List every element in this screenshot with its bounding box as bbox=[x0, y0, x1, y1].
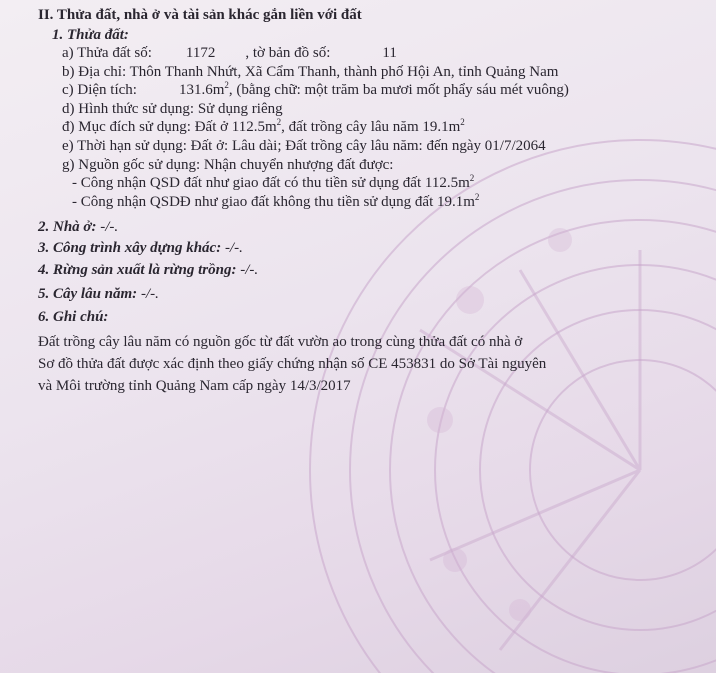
usage-term: e) Thời hạn sử dụng: Đất ở: Lâu dài; Đất trồng cây lâu năm: đến ngày 01/7/2064 bbox=[62, 138, 546, 154]
forest-row bbox=[38, 261, 258, 279]
construction-row bbox=[38, 239, 243, 257]
notes-line-3: và Môi trường tỉnh Quảng Nam cấp ngày 14/3/2017 bbox=[38, 378, 351, 394]
map-sheet-label: , tờ bản đồ số: bbox=[245, 45, 331, 61]
origin-item-2: - Công nhận QSDĐ như giao đất không thu tiền sử dụng đất $19.1m^2$ bbox=[72, 192, 480, 210]
construction-value: -/-. bbox=[224, 240, 243, 256]
perennial-label: 5. Cây lâu năm: bbox=[38, 286, 138, 302]
perennial-value: -/-. bbox=[140, 286, 159, 302]
map-sheet-value: 11 bbox=[382, 45, 397, 61]
area-value: 131.6m bbox=[178, 82, 225, 98]
forest-label: 4. Rừng sản xuất là rừng trồng: bbox=[38, 262, 237, 278]
perennial-row bbox=[38, 285, 159, 303]
usage-purpose: đ) Mục đích sử dụng: Đất ở $112.5m^2$, đất trồng cây lâu năm $19.1m^2$ bbox=[62, 117, 465, 135]
notes-line-2: Sơ đồ thửa đất được xác định theo giấy chứng nhận số CE 453831 do Sở Tài nguyên bbox=[38, 356, 547, 372]
land-parcel-row bbox=[62, 44, 397, 62]
land-address: b) Địa chỉ: Thôn Thanh Nhứt, Xã Cẩm Thanh, thành phố Hội An, tỉnh Quảng Nam bbox=[62, 64, 559, 80]
section-title: II. Thửa đất, nhà ở và tài sản khác gắn liền với đất bbox=[38, 7, 362, 23]
area-in-words: , (bằng chữ: một trăm ba mươi mốt phẩy sáu mét vuông) bbox=[228, 82, 569, 98]
house-label: 2. Nhà ở: bbox=[38, 219, 97, 235]
area-sup: 2 bbox=[224, 80, 229, 90]
area-label: c) Diện tích: bbox=[62, 82, 137, 98]
house-value: -/-. bbox=[100, 219, 119, 235]
land-heading: 1. Thửa đất: bbox=[52, 27, 129, 43]
house-row bbox=[38, 218, 118, 236]
forest-value: -/-. bbox=[240, 262, 259, 278]
usage-form: d) Hình thức sử dụng: Sử dụng riêng bbox=[62, 101, 283, 117]
usage-origin: g) Nguồn gốc sử dụng: Nhận chuyển nhượng đất được: bbox=[62, 157, 394, 173]
origin-item-1: - Công nhận QSD đất như giao đất có thu tiền sử dụng đất $112.5m^2$ bbox=[72, 173, 475, 191]
construction-label: 3. Công trình xây dựng khác: bbox=[38, 240, 222, 256]
land-area-row bbox=[62, 81, 569, 99]
notes-label: 6. Ghi chú: bbox=[38, 309, 109, 325]
parcel-number-value: 1172 bbox=[185, 45, 216, 61]
parcel-number-label: a) Thửa đất số: bbox=[62, 45, 152, 61]
notes-line-1: Đất trồng cây lâu năm có nguồn gốc từ đất vườn ao trong cùng thửa đất có nhà ở bbox=[38, 334, 523, 350]
